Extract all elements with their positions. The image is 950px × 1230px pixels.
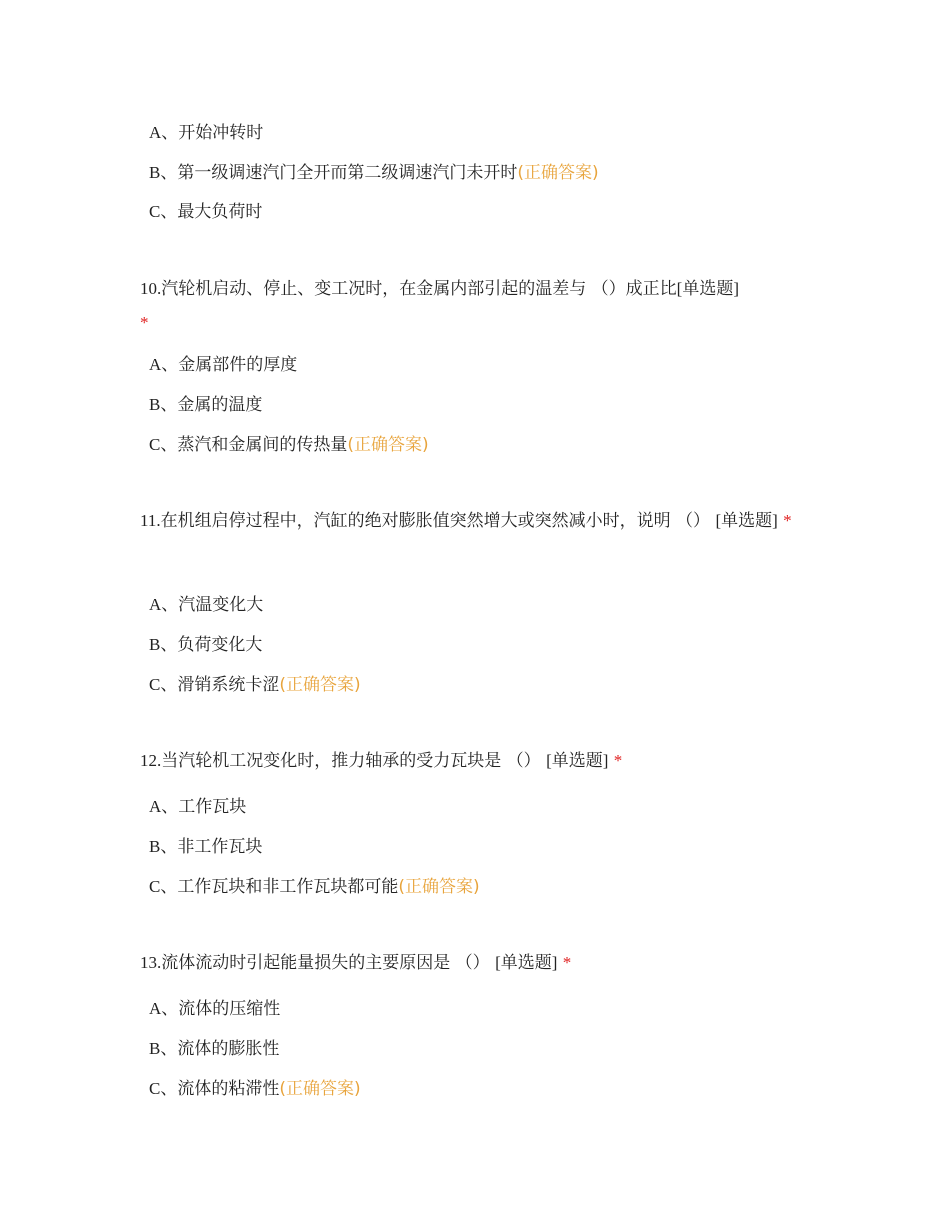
q9-option-c <box>149 200 262 224</box>
q13-option-a <box>149 997 280 1021</box>
question-text: 在机组启停过程中，汽缸的绝对膨胀值突然增大或突然减小时，说明 （） <box>160 511 716 531</box>
question-12-title <box>140 743 810 779</box>
q11-option-b <box>149 633 262 657</box>
q9-option-b <box>149 161 599 185</box>
question-type-tag: [单选题] <box>546 751 609 770</box>
question-text: 当汽轮机工况变化时，推力轴承的受力瓦块是 （） <box>161 751 547 771</box>
required-star: * <box>613 751 623 770</box>
option-text: 非工作瓦块 <box>177 837 263 857</box>
q11-option-c <box>149 673 361 697</box>
question-13-title <box>140 945 810 981</box>
question-type-tag: [单选题] <box>676 279 739 298</box>
option-letter: C、 <box>149 1079 178 1098</box>
option-letter: A、 <box>149 355 179 374</box>
question-11-title <box>140 503 800 539</box>
option-text: 工作瓦块 <box>178 797 247 817</box>
option-letter: A、 <box>149 797 179 816</box>
option-text: 负荷变化大 <box>177 635 263 655</box>
q10-option-c <box>149 433 429 457</box>
option-letter: A、 <box>149 595 179 614</box>
question-number: 11. <box>140 511 161 530</box>
required-star: * <box>783 511 792 530</box>
option-letter: B、 <box>149 395 178 414</box>
correct-answer-label: (正确答案) <box>517 163 599 183</box>
option-text: 蒸汽和金属间的传热量 <box>177 435 348 455</box>
option-letter: A、 <box>149 999 179 1018</box>
q12-option-a <box>149 795 246 819</box>
option-text: 滑销系统卡涩 <box>177 675 280 695</box>
option-letter: B、 <box>149 635 178 654</box>
question-type-tag: [单选题] <box>495 953 558 972</box>
option-letter: C、 <box>149 202 178 221</box>
option-text: 第一级调速汽门全开而第二级调速汽门未开时 <box>177 163 518 183</box>
correct-answer-label: (正确答案) <box>398 877 480 897</box>
q13-option-c <box>149 1077 361 1101</box>
correct-answer-label: (正确答案) <box>279 1079 361 1099</box>
correct-answer-label: (正确答案) <box>347 435 429 455</box>
option-letter: B、 <box>149 163 178 182</box>
q10-option-b <box>149 393 262 417</box>
q11-option-a <box>149 593 263 617</box>
q9-option-a <box>149 121 263 145</box>
option-letter: B、 <box>149 837 178 856</box>
question-number: 13. <box>140 953 162 972</box>
q13-option-b <box>149 1037 279 1061</box>
question-type-tag: [单选题] <box>715 511 778 530</box>
option-text: 工作瓦块和非工作瓦块都可能 <box>177 877 399 897</box>
q12-option-c <box>149 875 480 899</box>
option-letter: C、 <box>149 675 178 694</box>
option-text: 汽温变化大 <box>178 595 264 615</box>
option-text: 流体的膨胀性 <box>177 1039 280 1059</box>
option-text: 流体的压缩性 <box>178 999 281 1019</box>
question-text: 汽轮机启动、停止、变工况时，在金属内部引起的温差与 （）成正比 <box>161 279 677 299</box>
question-text: 流体流动时引起能量损失的主要原因是 （） <box>161 953 496 973</box>
option-letter: B、 <box>149 1039 178 1058</box>
question-number: 10. <box>140 279 162 298</box>
option-text: 金属的温度 <box>177 395 263 415</box>
required-star: * <box>140 313 149 332</box>
option-text: 流体的粘滞性 <box>177 1079 280 1099</box>
option-text: 最大负荷时 <box>177 202 263 222</box>
question-number: 12. <box>140 751 162 770</box>
q10-option-a <box>149 353 297 377</box>
required-star: * <box>562 953 572 972</box>
question-10-title <box>140 272 810 340</box>
option-letter: A、 <box>149 123 179 142</box>
option-text: 金属部件的厚度 <box>178 355 298 375</box>
correct-answer-label: (正确答案) <box>279 675 361 695</box>
option-letter: C、 <box>149 877 178 896</box>
option-text: 开始冲转时 <box>178 123 264 143</box>
option-letter: C、 <box>149 435 178 454</box>
q12-option-b <box>149 835 262 859</box>
